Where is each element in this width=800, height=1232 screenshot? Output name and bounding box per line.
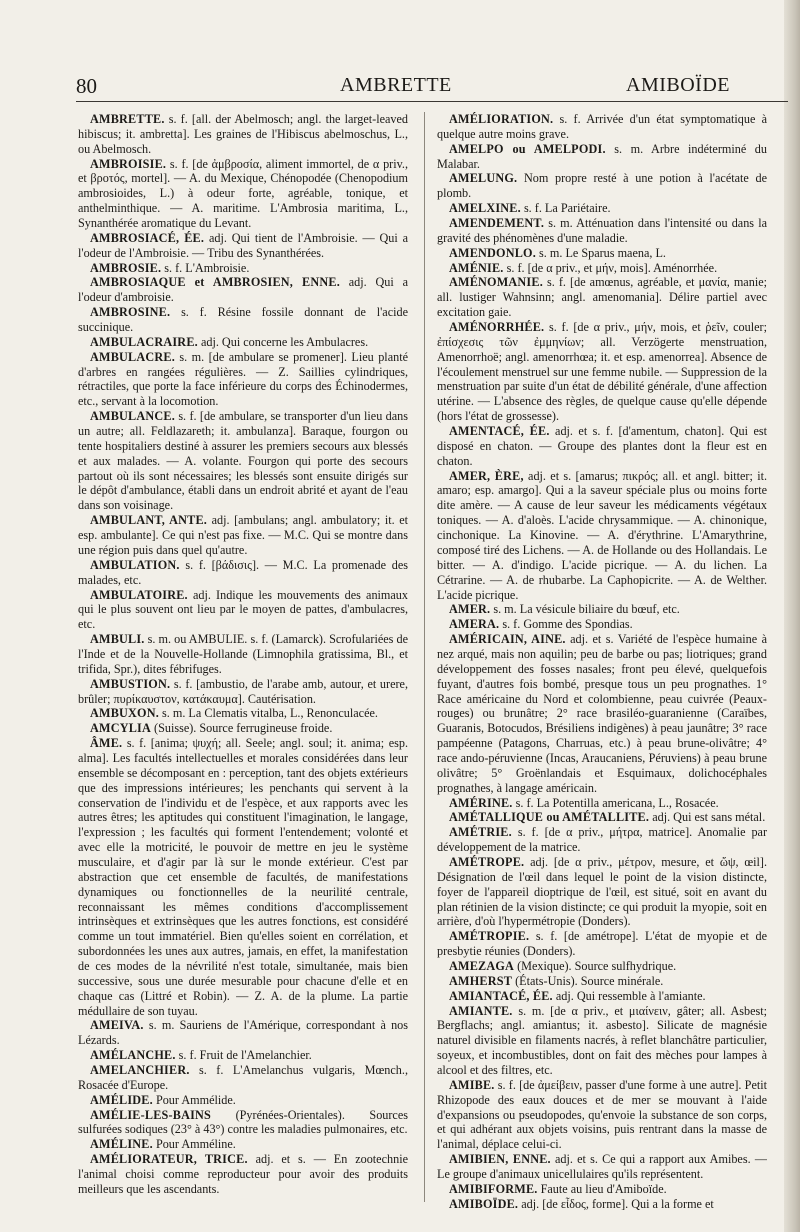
entry-headword: AMÉNOMANIE.	[449, 275, 543, 290]
dictionary-entry	[437, 959, 767, 974]
entry-headword: AMBULI.	[90, 632, 145, 647]
entry-headword: AMBROSIACÉ, ÉE.	[90, 230, 205, 245]
entry-definition: s. f. [de ἀμείβειν, passer d'une forme à une autre]. Petit Rhizopode des eaux douces et de mer se mouvant à l'aide d'expansions ou pseudopodes, qu'envoie la substance de son corps, et qui adhérant aux objets voisins, puis rentrant dans la masse de l'animal, déplace celui-ci.	[437, 1077, 767, 1152]
entry-definition: adj. Qui est sans métal.	[652, 810, 766, 825]
entry-headword: AMHERST	[449, 973, 513, 988]
dictionary-entry	[78, 1063, 408, 1093]
entry-definition: s. m. La vésicule biliaire du bœuf, etc.	[493, 602, 680, 617]
entry-headword: AMER, ÈRE,	[449, 468, 524, 483]
entry-definition: s. f. L'Ambroisie.	[164, 260, 250, 275]
entry-headword: AMENTACÉ, ÉE.	[449, 424, 550, 439]
dictionary-entry	[437, 1197, 767, 1212]
dictionary-entry	[437, 424, 767, 469]
entry-headword: AMBROSIAQUE et AMBROSIEN, ENNE.	[90, 275, 340, 290]
entry-definition: s. f. [anima; ψυχή; all. Seele; angl. soul; it. anima; esp. alma]. Les facultés intellectuelles et morales considérées dans leur ensemble se décomposant en : perception, tant des objets extérieurs que des impressions intérieures; les penchants qui servent à la conservation de l'individu et de l'espèce, et aux rapports avec les autres êtres; les aptitudes qui constituent l'imagination, le langage, l'expression ; les facultés qui forment l'entendement; volonté et avec elle la motricité, le pouvoir de mettre en jeu le système musculaire, et d'agir par là sur le monde extérieur. C'est par abstraction que cet ensemble de facultés, de manifestations dynamiques ou fonctionnelles de la neurilité centrale, reconnaissant les mêmes conditions d'accomplissement intrinsèques et extrinsèques que les autres fonctions, est considéré comme un tout immatériel. Bien qu'elles soient en corrélation, et subordonnées les unes aux autres, jamais, en effet, la manifestation de ces modes de la névrilité n'est totale, simultanée, mais bien successive, sous une durée mesurable pour chacune d'elle et en chaque cas (Littré et Robin). — Z. A. de la plume. La partie médullaire de son tuyau.	[78, 736, 408, 1018]
entry-definition: s. f. Gomme des Spondias.	[502, 617, 633, 632]
dictionary-entry	[437, 989, 767, 1004]
dictionary-entry	[78, 1137, 408, 1152]
dictionary-entry	[437, 261, 767, 276]
dictionary-entry	[437, 1004, 767, 1078]
entry-headword: AMEZAGA	[449, 958, 515, 973]
entry-headword: AMIBIFORME.	[449, 1181, 538, 1196]
entry-headword: AMÉTROPIE.	[449, 929, 530, 944]
dictionary-entry	[437, 246, 767, 261]
dictionary-entry	[78, 588, 408, 633]
entry-headword: AMBUSTION.	[90, 676, 171, 691]
entry-definition: s. f. La Potentilla americana, L., Rosacée.	[515, 795, 719, 810]
entry-definition: adj. Qui tient de l'Ambroisie. — Qui a l'odeur de l'Ambroisie. — Tribu des Synanthérées.	[78, 230, 408, 260]
dictionary-entry	[437, 929, 767, 959]
dictionary-entry	[437, 275, 767, 320]
dictionary-entry	[78, 706, 408, 721]
entry-definition: s. f. Arrivée d'un état symptomatique à quelque autre moins grave.	[437, 112, 767, 141]
header-rule	[76, 101, 788, 102]
entry-headword: AMÉNORRHÉE.	[449, 320, 545, 335]
entry-definition: adj. [ambulans; angl. ambulatory; it. et esp. ambulante]. Ce qui n'est pas fixe. — M.C. Qui se montre dans une région puis dans quel qu'autre.	[78, 513, 408, 557]
entry-definition: (États-Unis). Source minérale.	[515, 973, 664, 988]
entry-headword: AMCYLIA	[90, 721, 151, 736]
dictionary-entry	[437, 632, 767, 795]
entry-definition: adj. et s. Variété de l'espèce humaine à nez arqué, mais non aquilin; peu de barbe ou pas; liotriques; grand développement des fosses nasales; front peu élevé, quelquefois fuyant, d'autres fois bombé, presque tous un peu prognathes. 1° Race américaine du Nord et colombienne, peau cuivrée (Peaux-rouges) ou brunâtre; 2° race brasiléo-guaranienne (Caraïbes, Guaranis, Botocudos, Brésiliens indigènes) à peau jaunâtre; 3° race pampéenne (Patagons, Charruas, etc.) à peau brune-olivâtre; 4° race ando-péruvienne (Incas, Araucaniens, Péruviens) à peau brune olivâtre; 5° Groënlandais et Esquimaux, dolichocéphales prognathes, à langage américain.	[437, 632, 767, 795]
entry-headword: AMER.	[449, 602, 491, 617]
entry-definition: s. f. [de amœnus, agréable, et μανία, manie; all. lustiger Wahnsinn; angl. amenomania]. Délire partiel avec excitation gaie.	[437, 275, 767, 320]
entry-headword: AMÉLIE-LES-BAINS	[90, 1107, 212, 1122]
entry-headword: AMBROISIE.	[90, 156, 167, 171]
entry-definition: adj. et s. Ce qui a rapport aux Amibes. — Le groupe d'animaux unicellulaires qu'ils représentent.	[437, 1152, 767, 1182]
dictionary-entry	[437, 216, 767, 246]
entry-headword: AMÉLANCHE.	[90, 1048, 176, 1063]
entry-definition: adj. Qui concerne les Ambulacres.	[200, 334, 369, 349]
dictionary-entry	[78, 1018, 408, 1048]
entry-definition: adj. et s. f. [d'amentum, chaton]. Qui est disposé en chaton. — Groupe des plantes dont la fleur est en chaton.	[437, 424, 767, 468]
entry-headword: AMBUXON.	[90, 706, 159, 721]
dictionary-entry	[78, 350, 408, 409]
entry-headword: AMÉTALLIQUE ou AMÉTALLITE.	[449, 810, 650, 825]
entry-headword: AMIBOÏDE.	[449, 1196, 519, 1211]
dictionary-entry	[78, 736, 408, 1018]
dictionary-entry	[78, 1152, 408, 1197]
dictionary-entry	[78, 275, 408, 305]
dictionary-entry	[78, 632, 408, 677]
entry-headword: AMÉRICAIN, AINE.	[449, 632, 566, 647]
entry-headword: AMELANCHIER.	[90, 1063, 190, 1077]
dictionary-entry	[437, 142, 767, 172]
dictionary-entry	[78, 1093, 408, 1108]
guide-word-first: AMBRETTE	[340, 74, 452, 96]
entry-definition: s. m. [de ambulare se promener]. Lieu planté d'arbres en rangées régulières. — Z. Saillies cylindriques, rétractiles, que porte la face inférieure du corps des Échinodermes, etc., servant à la locomotion.	[78, 349, 408, 409]
entry-headword: ÂME.	[90, 736, 123, 751]
dictionary-entry	[78, 513, 408, 558]
entry-headword: AMENDONLO.	[449, 245, 536, 260]
dictionary-entry	[437, 171, 767, 201]
dictionary-entry	[78, 409, 408, 513]
dictionary-entry	[437, 810, 767, 825]
entry-definition: adj. Qui a l'odeur d'ambroisie.	[78, 275, 408, 305]
entry-headword: AMENDEMENT.	[449, 216, 545, 231]
left-column	[78, 112, 408, 1212]
dictionary-entry	[437, 974, 767, 989]
entry-definition: Pour Ammélide.	[155, 1092, 236, 1107]
entry-definition: s. f. [de amétrope]. L'état de myopie et de presbytie réunies (Donders).	[437, 929, 767, 959]
dictionary-entry	[78, 157, 408, 231]
entry-headword: AMBULATOIRE.	[90, 587, 188, 602]
dictionary-entry	[78, 112, 408, 157]
entry-definition: Nom propre resté à une potion à l'acétate de plomb.	[437, 171, 767, 201]
entry-definition: adj. et s. [amarus; πικρός; all. et angl. bitter; it. amaro; esp. amargo]. Qui a la saveur spéciale plus ou moins forte dite amère. — A cause de leur saveur les médicaments végétaux toniques. — A. d'aloès. L'acide chrysammique. — A. chinonique, cinchonique. La Kinovine. — A. d'érythrine. L'Amarythrine, composé tiré des Lichens. — A. de Hollande ou des Hollandais. Le bitter. — A. d'indigo. L'acide picrique. — A. du lichen. La Cétrarine. — A. de rhubarbe. La Caphopicrite. — A. de Welther. L'acide picrique.	[437, 468, 767, 602]
entry-headword: AMÉLIORATEUR, TRICE.	[90, 1152, 248, 1167]
dictionary-entry	[78, 558, 408, 588]
dictionary-entry	[437, 855, 767, 929]
page-number: 80	[76, 74, 97, 98]
entry-headword: AMBULATION.	[90, 557, 180, 572]
entry-headword: AMÉLIORATION.	[449, 112, 554, 126]
entry-definition: adj. et s. — En zootechnie l'animal choisi comme reproducteur pour avoir des produits meilleurs que les ascendants.	[78, 1152, 408, 1196]
dictionary-entry	[78, 1108, 408, 1138]
entry-headword: AMÉLIDE.	[90, 1092, 153, 1107]
dictionary-entry	[437, 320, 767, 424]
dictionary-entry	[78, 231, 408, 261]
entry-definition: s. f. [βάδισις]. — M.C. La promenade des malades, etc.	[78, 557, 408, 587]
entry-headword: AMÉRINE.	[449, 795, 513, 810]
entry-definition: s. f. [de α priv., μήτρα, matrice]. Anomalie par développement de la matrice.	[437, 825, 767, 855]
entry-definition: s. f. L'Amelanchus vulgaris, Mœnch., Rosacée d'Europe.	[78, 1063, 408, 1092]
dictionary-entry	[437, 1152, 767, 1182]
entry-definition: s. f. La Pariétaire.	[523, 201, 611, 216]
dictionary-entry	[437, 1182, 767, 1197]
entry-definition: Faute au lieu d'Amiboïde.	[540, 1181, 667, 1196]
dictionary-entry	[437, 602, 767, 617]
entry-headword: AMBULANT, ANTE.	[90, 513, 208, 528]
entry-definition: adj. Qui ressemble à l'amiante.	[555, 988, 706, 1003]
entry-headword: AMIANTACÉ, ÉE.	[449, 988, 553, 1003]
entry-headword: AMBULACRAIRE.	[90, 334, 198, 349]
entry-headword: AMBRETTE.	[90, 112, 165, 126]
entry-definition: (Suisse). Source ferrugineuse froide.	[154, 721, 333, 736]
entry-definition: (Mexique). Source sulfhydrique.	[517, 958, 677, 973]
dictionary-entry	[78, 261, 408, 276]
entry-definition: s. m. Atténuation dans l'intensité ou dans la gravité des phénomènes d'une maladie.	[437, 216, 767, 245]
entry-headword: AMÉLINE.	[90, 1137, 153, 1152]
entry-headword: AMÉNIE.	[449, 260, 504, 275]
dictionary-entry	[78, 1048, 408, 1063]
entry-headword: AMIBE.	[449, 1077, 495, 1092]
dictionary-entry	[437, 1078, 767, 1152]
entry-headword: AMBROSINE.	[90, 305, 171, 320]
page-header	[76, 74, 788, 104]
dictionary-entry	[78, 305, 408, 335]
entry-definition: s. f. Fruit de l'Amelanchier.	[178, 1048, 312, 1063]
entry-definition: s. m. Sauriens de l'Amérique, correspondant à nos Lézards.	[78, 1018, 408, 1048]
entry-definition: s. m. La Clematis vitalba, L., Renonculacée.	[162, 706, 378, 721]
dictionary-entry	[437, 469, 767, 603]
entry-definition: adj. [de α priv., μέτρον, mesure, et ὤψ, œil]. Désignation de l'œil dans lequel le point de la vision distincte, foyer de l'appareil dioptrique de l'œil, est situé, soit en avant du plan rétinien de la vision distincte; ce qui produit la myopie, soit en arrière, d'où l'hypermétropie (Donders).	[437, 854, 767, 929]
guide-word-last: AMIBOÏDE	[626, 74, 730, 96]
entry-headword: AMBULANCE.	[90, 409, 175, 424]
entry-headword: AMELXINE.	[449, 201, 521, 216]
entry-definition: s. m. Le Sparus maena, L.	[539, 245, 666, 260]
entry-headword: AMIBIEN, ENNE.	[449, 1152, 551, 1167]
entry-headword: AMÉTRIE.	[449, 825, 512, 840]
entry-definition: s. f. [ambustio, de l'arabe amb, autour, et urere, brûler; πυρίκαυστον, κατάκαυμα]. Cautérisation.	[78, 676, 408, 706]
dictionary-entry	[437, 112, 767, 142]
book-spine-edge	[784, 0, 800, 1232]
entry-headword: AMELPO ou AMELPODI.	[449, 141, 606, 156]
dictionary-entry	[78, 335, 408, 350]
dictionary-entry	[78, 721, 408, 736]
entry-headword: AMERA.	[449, 617, 500, 632]
entry-headword: AMBULACRE.	[90, 349, 175, 364]
entry-definition: adj. [de εἶδος, forme]. Qui a la forme et	[521, 1196, 714, 1211]
column-divider	[424, 112, 425, 1202]
entry-definition: Pour Amméline.	[155, 1137, 236, 1152]
entry-definition: s. f. [de ἀμβροσία, aliment immortel, de α priv., et βροτός, mortel]. — A. du Mexique, Chénopodée (Chenopodium ambrosioides, L.) à odeur forte, agréable, tonique, et anthelminthique. — A. maritime. L'Ambrosia maritima, L., Synanthérée aromatique du Levant.	[78, 156, 408, 231]
entry-definition: s. f. [de ambulare, se transporter d'un lieu dans un autre; all. Feldlazareth; it. ambulanza]. Baraque, fourgon ou tente hospitaliers destiné à assurer les premiers secours aux blessés et aux malades. — A. volante. Fourgon qui porte des secours partout où ils sont nécessaires; les blessés sont ensuite dirigés sur le dépôt d'ambulance, établi dans un endroit abrité et ayant de l'eau dans son voisinage.	[78, 409, 408, 513]
entry-definition: s. f. Résine fossile donnant de l'acide succinique.	[78, 305, 408, 335]
entry-headword: AMIANTE.	[449, 1003, 513, 1018]
entry-definition: (Pyrénées-Orientales). Sources sulfurées sodiques (23° à 43°) contre les maladies pulmonaires, etc.	[78, 1107, 408, 1137]
entry-definition: s. f. [de α priv., μήν, mois, et ῥεῖν, couler; ἐπίσχεσις τῶν ἐμμηνίων; all. Verzögerte menstruation, Amenorrhoë; angl. amenorrhœa; it. et esp. amenorrea]. Absence de l'écoulement menstruel sur une femme nubile. — Suppression de la menstruation par suite d'un état de débilité générale, d'une affection utérine. — L'absence des règles, de quelque cause qu'elle dépende (hors l'état de grossesse).	[437, 320, 767, 424]
entry-definition: s. m. [de α priv., et μιαίνειν, gâter; all. Asbest; Bergflachs; angl. amiantus; it. asbesto]. Silicate de magnésie naturel divisible en filaments nacrés, à reflet blanchâtre particulier, soyeux, et incombustibles, dont on fait des mèches pour lampes à alcool et des filtres, etc.	[437, 1003, 767, 1077]
dictionary-entry	[437, 201, 767, 216]
entry-headword: AMBROSIE.	[90, 260, 162, 275]
entry-definition: s. f. [all. der Abelmosch; angl. the larget-leaved hibiscus; it. ambretta]. Les graines de l'Hibiscus abelmoschus, L., ou Abelmosch.	[78, 112, 408, 156]
entry-definition: s. f. [de α priv., et μήν, mois]. Aménorrhée.	[506, 260, 718, 275]
entry-definition: s. m. Arbre indéterminé du Malabar.	[437, 141, 767, 171]
dictionary-entry	[437, 796, 767, 811]
dictionary-entry	[78, 677, 408, 707]
entry-headword: AMELUNG.	[449, 171, 518, 186]
entry-headword: AMEIVA.	[90, 1018, 144, 1033]
right-column	[437, 112, 767, 1212]
entry-definition: adj. Indique les mouvements des animaux qui le plus souvent ont lieu par le moyen de pattes, d'ambulacres, etc.	[78, 587, 408, 632]
dictionary-entry	[437, 617, 767, 632]
dictionary-entry	[437, 825, 767, 855]
entry-headword: AMÉTROPE.	[449, 854, 525, 869]
entry-definition: s. m. ou AMBULIE. s. f. (Lamarck). Scrofulariées de l'Inde et de la Nouvelle-Hollande (Limnophila gratissima, Bl., et trifida, Spr.), dites fébrifuges.	[78, 632, 408, 676]
